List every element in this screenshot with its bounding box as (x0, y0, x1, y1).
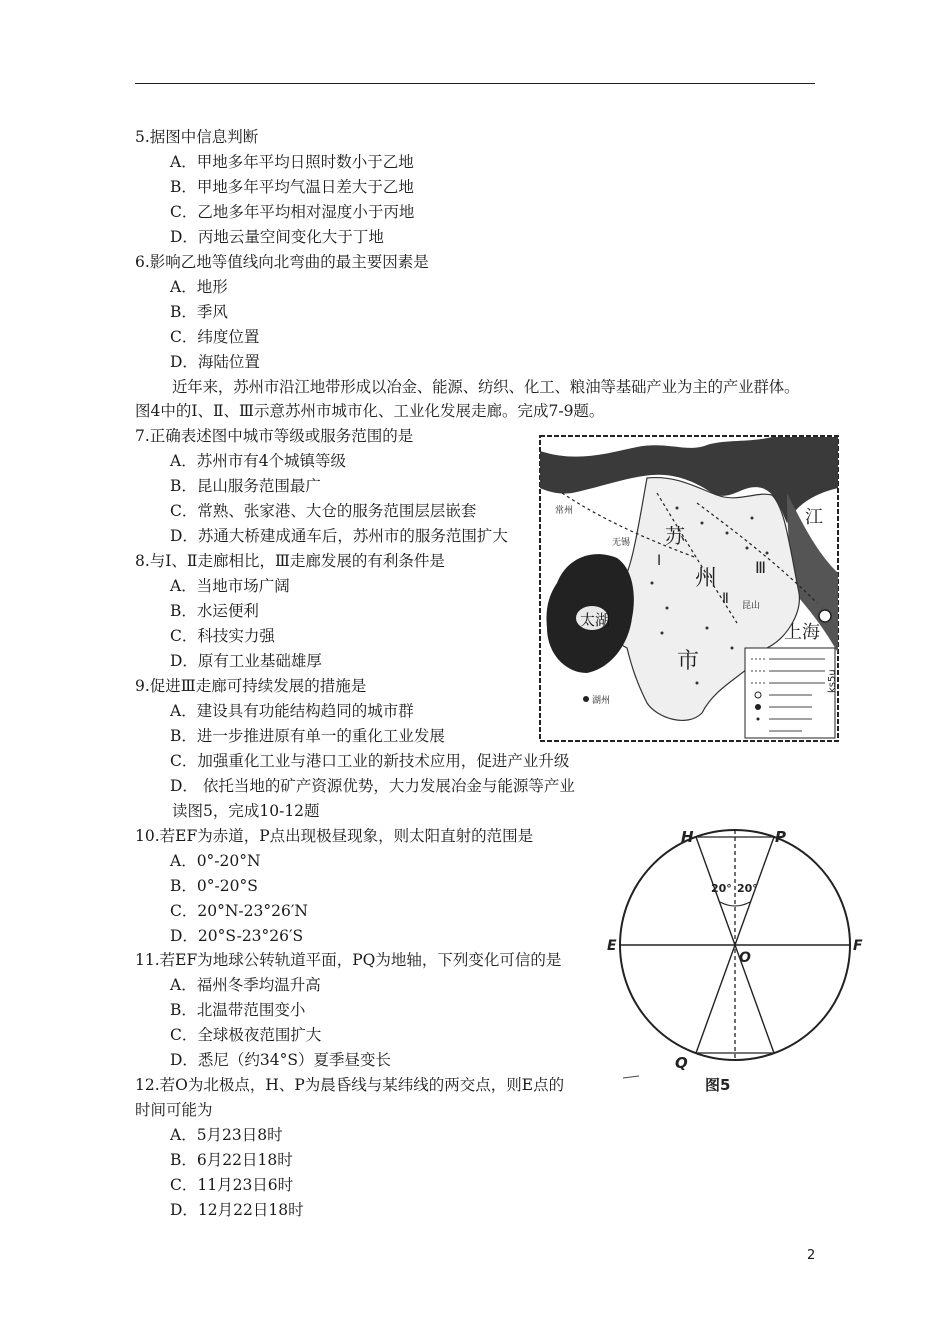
q6-option-d: D．海陆位置 (170, 353, 260, 371)
intro-7-9-line2: 图4中的Ⅰ、Ⅱ、Ⅲ示意苏州市城市化、工业化发展走廊。完成7-9题。 (135, 402, 605, 420)
intro-7-9-line1: 近年来，苏州市沿江地带形成以冶金、能源、纺织、化工、粮油等基础产业为主的产业群体。 (172, 378, 800, 396)
fig5-label-f: F (853, 938, 863, 954)
fig5-stray-mark (623, 1076, 639, 1078)
suzhou-map-figure (537, 433, 842, 745)
map-label-wuxi: 无锡 (612, 538, 631, 548)
shanghai-marker (819, 610, 831, 622)
q10-option-d: D．20°S-23°26′S (170, 927, 304, 945)
fig5-caption: 图5 (705, 1076, 731, 1094)
q6-stem: 6.影响乙地等值线向北弯曲的最主要因素是 (135, 253, 429, 271)
q6-option-a: A．地形 (170, 278, 228, 296)
q11-option-d: D．悉尼（约34°S）夏季昼变长 (170, 1051, 392, 1069)
q9-option-d: D． 依托当地的矿产资源优势，大力发展冶金与能源等产业 (170, 777, 575, 795)
legend-symbol-small-dot (757, 718, 760, 721)
q12-option-d: D．12月22日18时 (170, 1201, 304, 1219)
q12-option-a: A．5月23日8时 (170, 1126, 283, 1144)
q5-option-c: C．乙地多年平均相对湿度小于丙地 (170, 203, 415, 221)
q7-option-a: A．苏州市有4个城镇等级 (170, 452, 347, 470)
q12-option-b: B．6月22日18时 (170, 1151, 293, 1169)
q5-option-d: D．丙地云量空间变化大于丁地 (170, 228, 384, 246)
q5-option-a: A．甲地多年平均日照时数小于乙地 (170, 153, 414, 171)
q12-stem-line2: 时间可能为 (135, 1101, 213, 1119)
fig5-label-h: H (681, 828, 694, 846)
q10-option-b: B．0°-20°S (170, 877, 258, 895)
map-label-corridor3: Ⅲ (755, 558, 767, 577)
intro-10-12: 读图5，完成10-12题 (172, 802, 320, 820)
q9-option-c: C．加强重化工业与港口工业的新技术应用，促进产业升级 (170, 752, 570, 770)
q9-stem: 9.促进Ⅲ走廊可持续发展的措施是 (135, 677, 367, 695)
q8-stem: 8.与Ⅰ、Ⅱ走廊相比，Ⅲ走廊发展的有利条件是 (135, 552, 445, 570)
map-watermark: ks5u (827, 669, 838, 693)
q10-option-a: A．0°-20°N (170, 852, 261, 870)
map-label-shanghai: 上海 (784, 622, 820, 643)
q5-stem: 5.据图中信息判断 (135, 128, 259, 146)
fig5-label-q: Q (675, 1054, 688, 1072)
q11-option-c: C．全球极夜范围扩大 (170, 1026, 322, 1044)
map-label-kunshan: 昆山 (742, 601, 761, 611)
q6-option-b: B．季风 (170, 303, 228, 321)
q10-option-c: C．20°N-23°26′N (170, 902, 308, 920)
map-label-shi: 市 (677, 649, 700, 674)
map-label-changzhou: 常州 (555, 506, 574, 516)
map-legend-box (745, 648, 835, 738)
fig5-label-p: P (775, 828, 786, 846)
header-rule (135, 83, 815, 84)
q9-option-a: A．建设具有功能结构趋同的城市群 (170, 702, 414, 720)
fig5-angle-left: 20° (711, 882, 732, 895)
map-label-su: 苏 (665, 524, 685, 548)
q7-option-c: C．常熟、张家港、大仓的服务范围层层嵌套 (170, 502, 477, 520)
q8-option-a: A．当地市场广阔 (170, 577, 290, 595)
q11-option-b: B．北温带范围变小 (170, 1001, 306, 1019)
q6-option-c: C．纬度位置 (170, 328, 260, 346)
fig5-angle-right: 20° (737, 882, 758, 895)
map-label-lake: 太湖 (580, 611, 611, 629)
huzhou-dot (583, 696, 589, 702)
q7-option-d: D．苏通大桥建成通车后，苏州市的服务范围扩大 (170, 527, 508, 545)
fig5-label-o: O (739, 950, 751, 966)
map-label-huzhou: 湖州 (592, 696, 611, 706)
q7-option-b: B．昆山服务范围最广 (170, 477, 321, 495)
map-label-corridor2: Ⅱ (722, 591, 729, 607)
q11-stem: 11.若EF为地球公转轨道平面，PQ为地轴，下列变化可信的是 (135, 951, 562, 969)
q9-option-b: B．进一步推进原有单一的重化工业发展 (170, 727, 445, 745)
page-number: 2 (807, 1248, 816, 1263)
q8-option-c: C．科技实力强 (170, 627, 275, 645)
q8-option-d: D．原有工业基础雄厚 (170, 652, 322, 670)
q12-option-c: C．11月23日6时 (170, 1176, 294, 1194)
q8-option-b: B．水运便利 (170, 602, 259, 620)
q7-stem: 7.正确表述图中城市等级或服务范围的是 (135, 427, 414, 445)
q5-option-b: B．甲地多年平均气温日差大于乙地 (170, 178, 414, 196)
q11-option-a: A．福州冬季均温升高 (170, 976, 321, 994)
q12-stem-line1: 12.若O为北极点，H、P为晨昏线与某纬线的两交点，则E点的 (135, 1076, 565, 1094)
map-label-jiang: 江 (805, 507, 823, 528)
map-label-zhou: 州 (695, 566, 718, 591)
q10-stem: 10.若EF为赤道，P点出现极昼现象，则太阳直射的范围是 (135, 827, 534, 845)
legend-symbol-dot (755, 704, 761, 710)
fig5-label-e: E (607, 938, 617, 954)
map-label-corridor1: Ⅰ (657, 553, 662, 569)
figure5-circle-diagram (605, 820, 875, 1100)
